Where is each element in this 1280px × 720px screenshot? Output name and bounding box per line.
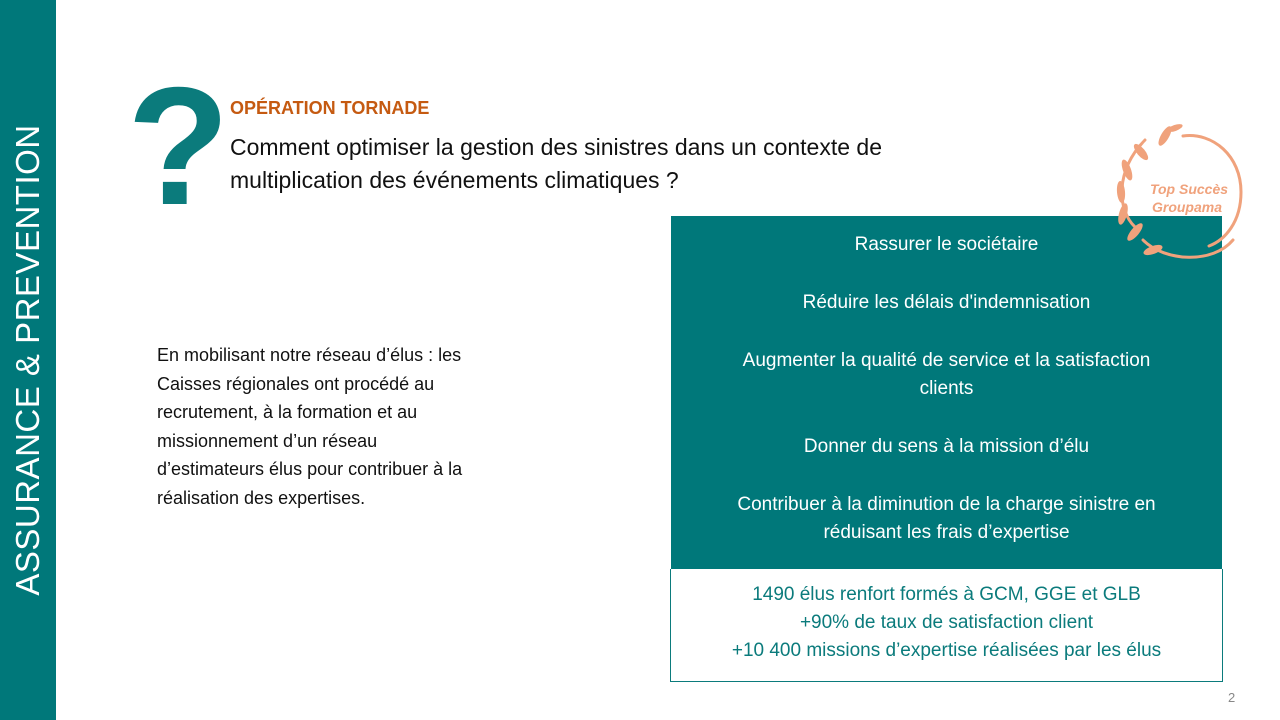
goal-item: clients (919, 378, 974, 399)
operation-title: OPÉRATION TORNADE (230, 98, 430, 118)
goal-item: réduisant les frais d’expertise (823, 522, 1070, 543)
intro-line: Caisses régionales ont procédé au (157, 373, 435, 394)
badge-line-2: Groupama (1151, 199, 1223, 215)
goal-item: Donner du sens à la mission d’élu (803, 436, 1090, 457)
goal-item: Augmenter la qualité de service et la satisfaction (742, 350, 1151, 371)
badge-line-1: Top Succès (1149, 181, 1229, 197)
intro-line: En mobilisant notre réseau d’élus : les (157, 345, 462, 365)
result-line: 1490 élus renfort formés à GCM, GGE et GLB (752, 584, 1141, 605)
sidebar-band (0, 0, 56, 720)
intro-line: missionnement d’un réseau (157, 430, 378, 451)
question-line: multiplication des événements climatiques ? (230, 167, 679, 193)
result-line: +10 400 missions d’expertise réalisées par les élus (731, 640, 1162, 661)
intro-paragraph (157, 341, 557, 512)
page-number: 2 (1228, 690, 1236, 705)
intro-line: réalisation des expertises. (157, 487, 366, 508)
intro-line: recrutement, à la formation et au (157, 402, 418, 422)
question-line: Comment optimiser la gestion des sinistres dans un contexte de (230, 134, 882, 160)
goal-item: Contribuer à la diminution de la charge sinistre en (737, 494, 1156, 515)
laurel-wreath-icon (1113, 122, 1253, 274)
goal-item: Rassurer le sociétaire (854, 234, 1039, 255)
sidebar-label: ASSURANCE & PREVENTION (9, 124, 46, 596)
intro-line: d’estimateurs élus pour contribuer à la (157, 459, 463, 479)
goal-item: Réduire les délais d'indemnisation (802, 292, 1091, 313)
question-text (230, 131, 990, 197)
results-box (670, 569, 1223, 682)
result-line: +90% de taux de satisfaction client (799, 612, 1094, 633)
question-mark-icon: ? (127, 52, 230, 240)
